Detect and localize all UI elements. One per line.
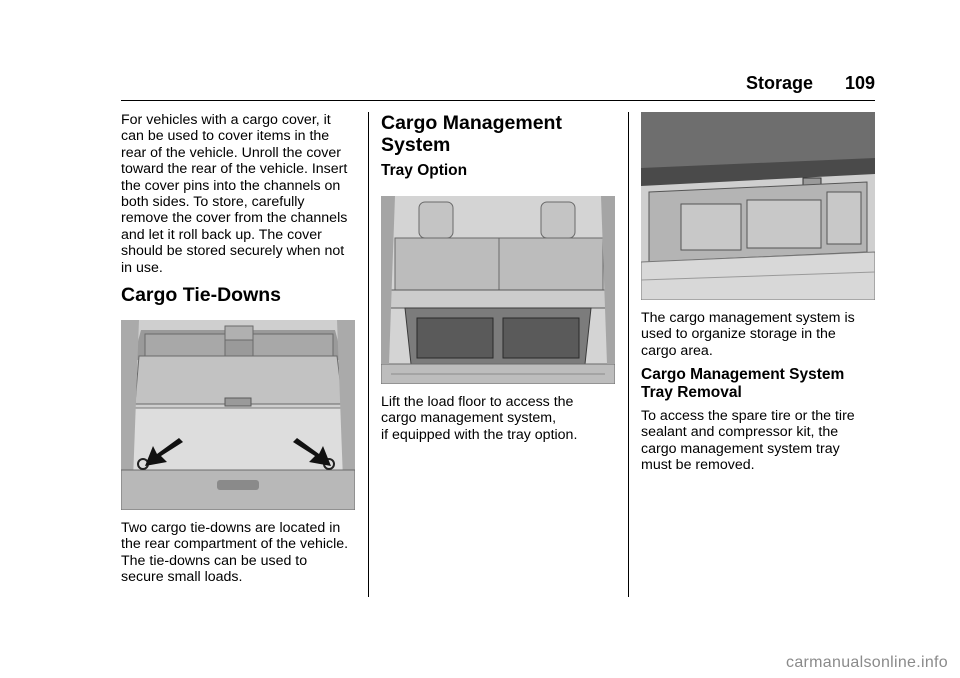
tray-option-heading: Tray Option: [381, 162, 468, 179]
page-header: [121, 70, 875, 101]
tray-option-icon: [381, 196, 615, 384]
cargo-management-icon: [641, 112, 875, 300]
cargo-management-paragraph: The cargo management system is used to organize storage in the cargo area.: [641, 310, 855, 359]
column-divider-1: [368, 112, 369, 597]
page-number: 109: [844, 73, 875, 93]
tray-option-paragraph: Lift the load floor to access the cargo management system, if equipped with the tray option.: [381, 394, 578, 443]
column-2: [381, 112, 615, 443]
column-1: [121, 112, 355, 586]
tray-removal-paragraph: To access the spare tire or the tire sealant and compressor kit, the cargo management system tray must be removed.: [641, 408, 855, 474]
tie-downs-paragraph: Two cargo tie-downs are located in the rear compartment of the vehicle. The tie-downs can be used to secure small loads.: [121, 520, 349, 586]
tray-removal-heading: Cargo Management System Tray Removal: [641, 366, 845, 401]
cargo-tie-downs-heading: Cargo Tie-Downs: [121, 284, 281, 306]
column-divider-2: [628, 112, 629, 597]
footer-watermark: carmanualsonline.info: [786, 654, 948, 671]
cargo-tie-downs-icon: [121, 320, 355, 510]
cargo-cover-paragraph: For vehicles with a cargo cover, it can be used to cover items in the rear of the vehicle. Unroll the cover toward the rear of the vehicle. Insert the cover pins into the channels on both sides. To store, carefully remove the cover from the channels and let it roll back up. The cover should be stored securely when not in use.: [121, 112, 348, 276]
section-title: Storage: [745, 73, 813, 93]
cargo-management-heading: Cargo Management System: [381, 112, 562, 156]
